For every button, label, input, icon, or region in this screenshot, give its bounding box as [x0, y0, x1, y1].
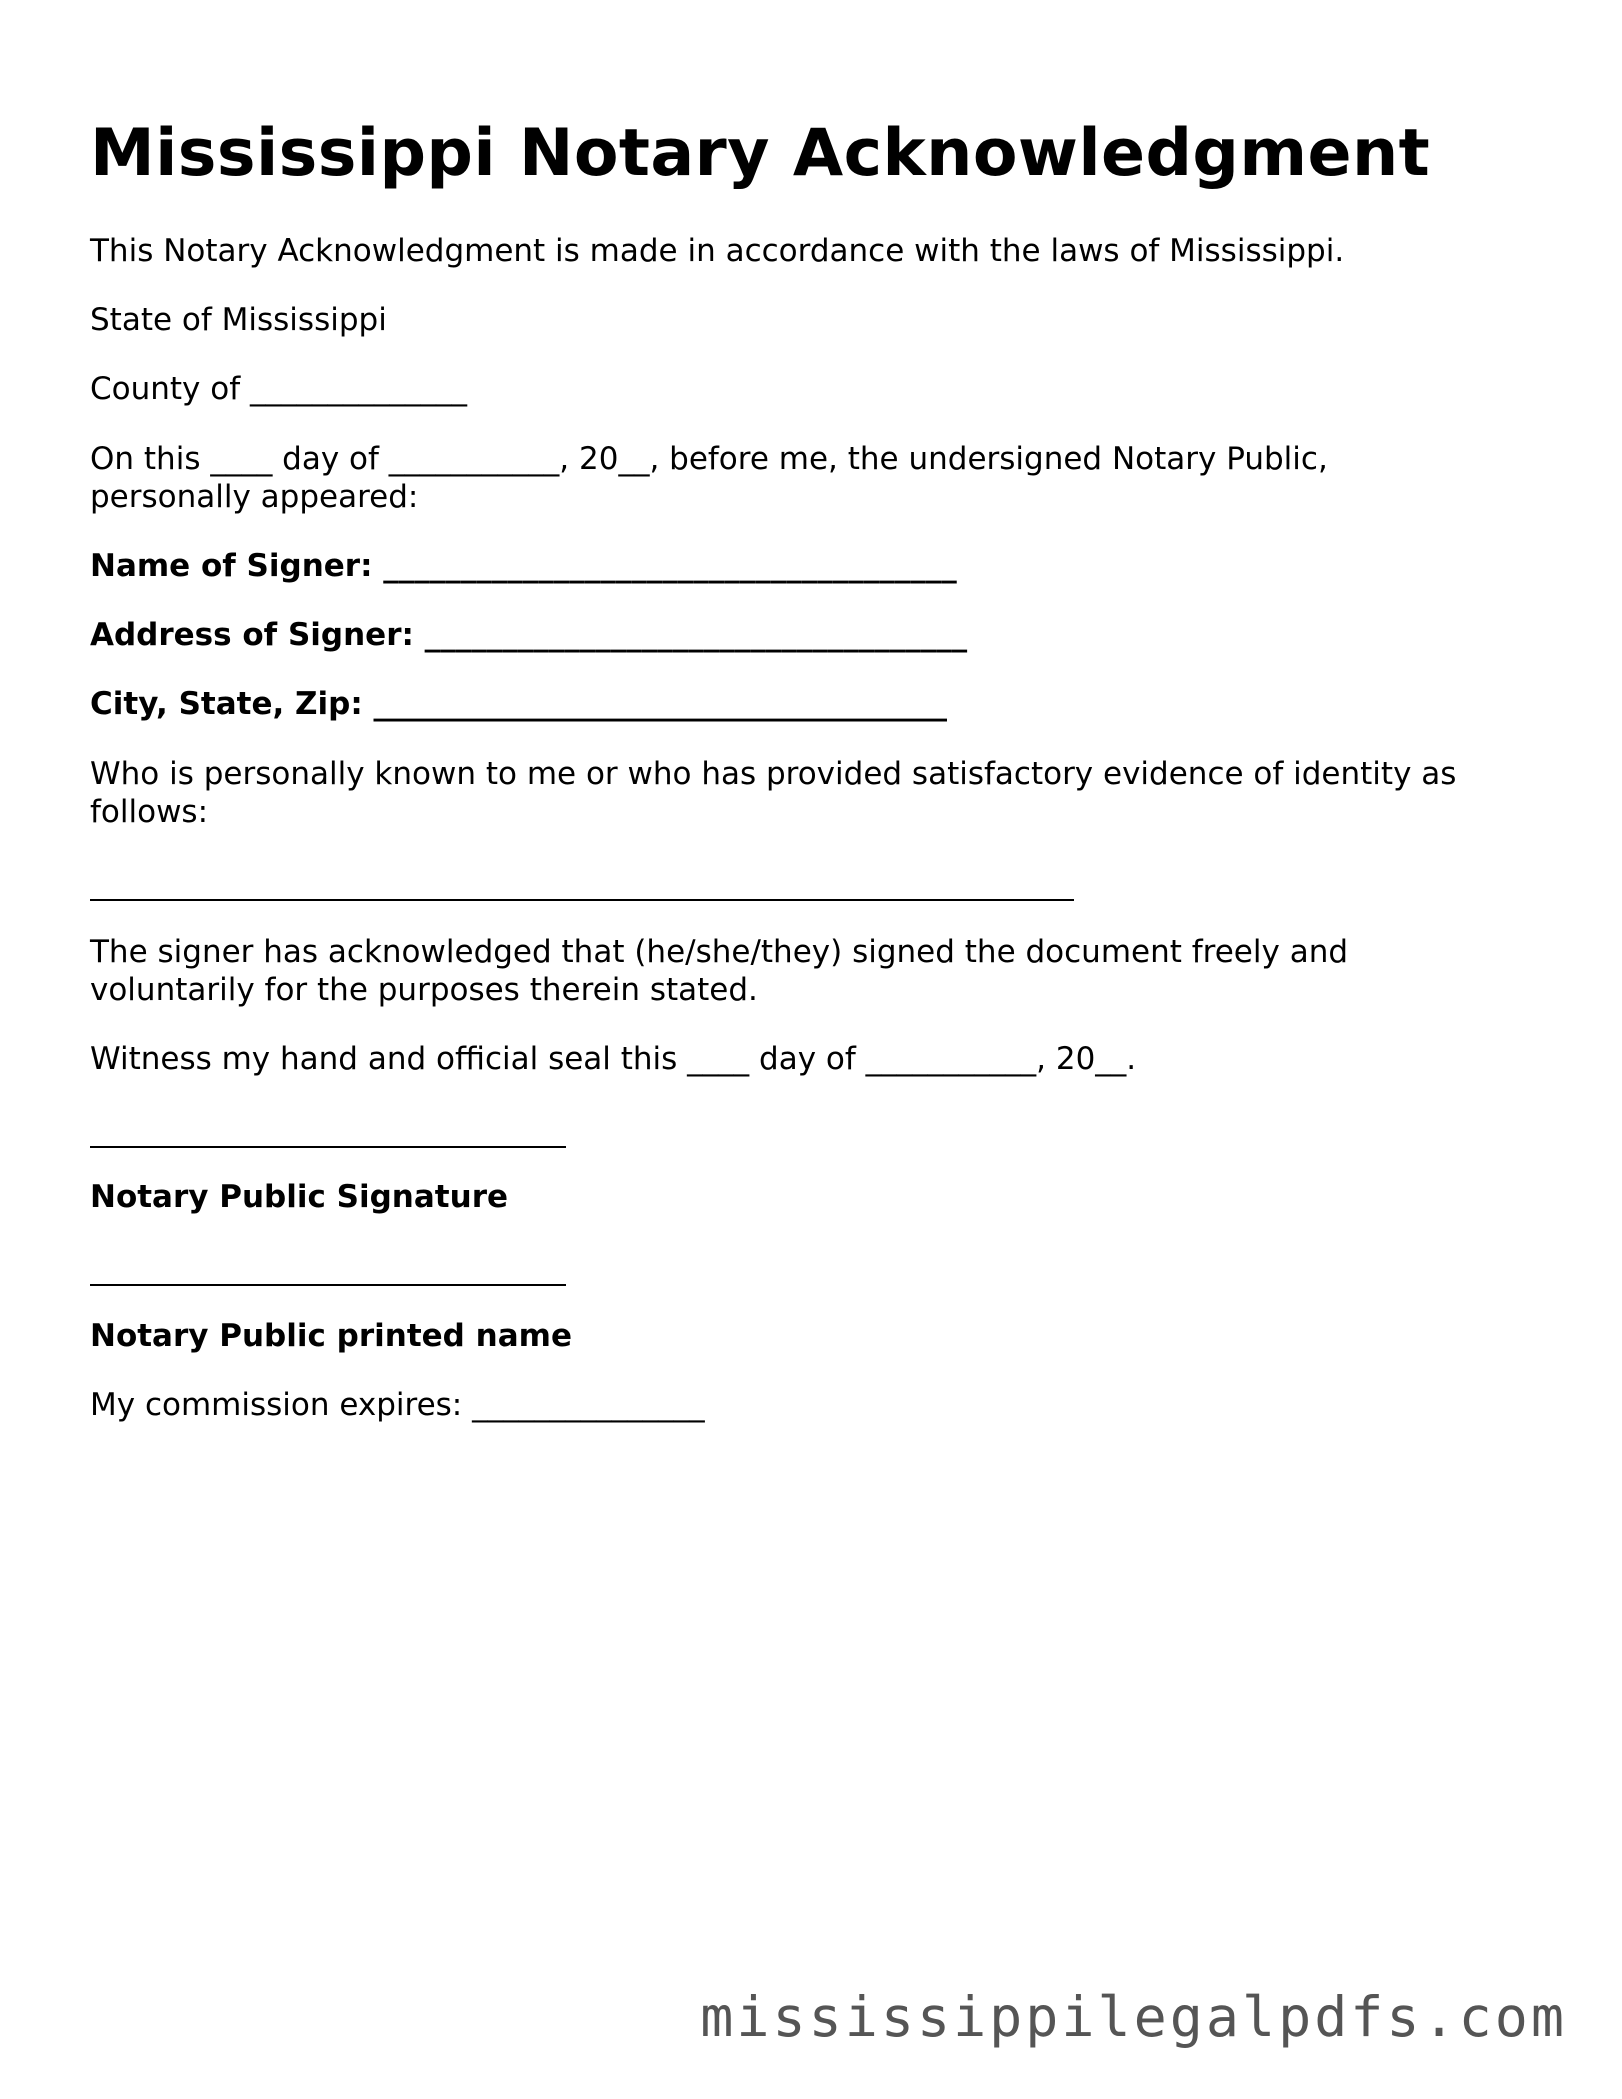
identity-line-2: follows:	[90, 794, 209, 830]
notary-signature-label: Notary Public Signature	[90, 1179, 509, 1215]
commission-expiry-field: My commission expires: _______________	[90, 1387, 705, 1423]
notary-printed-name-line	[90, 1284, 566, 1286]
identity-line-1: Who is personally known to me or who has provided satisfactory evidence of identity as	[90, 756, 1457, 792]
witness-line: Witness my hand and official seal this ____ day of ___________, 20__.	[90, 1041, 1137, 1077]
intro-text: This Notary Acknowledgment is made in accordance with the laws of Mississippi.	[90, 233, 1345, 269]
appearance-line-2: personally appeared:	[90, 479, 419, 515]
identity-evidence-line	[90, 899, 1074, 901]
acknowledgment-line-1: The signer has acknowledged that (he/she/they) signed the document freely and	[90, 934, 1349, 970]
county-field: County of ______________	[90, 371, 467, 407]
appearance-line-1: On this ____ day of ___________, 20__, before me, the undersigned Notary Public,	[90, 441, 1328, 477]
notary-signature-line	[90, 1146, 566, 1148]
signer-city-state-zip-field: City, State, Zip: _____________________________________	[90, 686, 948, 722]
signer-name-field: Name of Signer: _____________________________________	[90, 548, 957, 584]
page-title: Mississippi Notary Acknowledgment	[90, 116, 1431, 191]
acknowledgment-line-2: voluntarily for the purposes therein stated.	[90, 972, 758, 1008]
footer-watermark: mississippilegalpdfs.com	[700, 1985, 1567, 2049]
notary-printed-name-label: Notary Public printed name	[90, 1318, 572, 1354]
signer-address-field: Address of Signer: ___________________________________	[90, 617, 968, 653]
state-line: State of Mississippi	[90, 302, 387, 338]
